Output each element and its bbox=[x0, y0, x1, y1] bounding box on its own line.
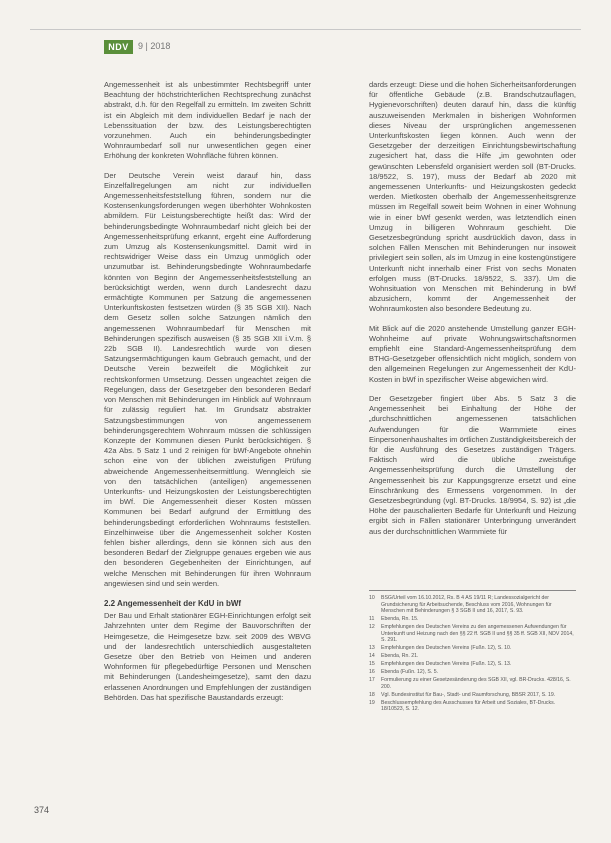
footnote-text: Ebenda, Rn. 21. bbox=[381, 653, 419, 660]
footnote bbox=[369, 653, 576, 660]
footnote-number: 17 bbox=[369, 677, 375, 684]
footnotes bbox=[369, 590, 576, 714]
paragraph: dards erzeugt: Diese und die hohen Sicherheitsanforderungen für öffentliche Gebäude (z.B. Brandschutzauflagen, Hygienevorschriften) deuten darauf hin, dass die künftig auszuweisenden Merkmalen in bisherigen Wohnformen dieses Niveau der ursprünglichen angemessenen Unterkunftskosten liegen können. Auch wenn der Gesetzgeber der derzeitigen Einrichtungsbewirtschaftung zugesichert hat, dass die Hilfe „im gewohnten oder gewünschten Lebensfeld organisiert werden soll (BT-Drucks. 18/9522, S. 197), muss der Bedarf ab 2020 mit angemessenen Unterkunfts- und Heizungskosten gedeckt werden. Mietkosten oberhalb der Angemessenheitsgrenze müssen im Regelfall soweit beim Wohnen in einer Wohnung wie in einer bWf gesenkt werden, was letztendlich einen Umzug in billigeren Wohnraum geschieht. Die Gesetzesbegründung spricht ausdrücklich davon, dass in solchen Fällen Menschen mit Behinderungen nur insoweit privilegiert sein sollen, als im Umzug in eine kostengünstigere Unterkunft nicht innerhalb einer Frist von sechs Monaten erfolgen muss (BT-Drucks. 18/9522, S. 337). Um die Wohnsituation von Menschen mit Behinderung in bWf abzusichern, kommt der Angemessenheit der Wohnraumkosten also besondere Bedeutung zu. bbox=[369, 80, 576, 314]
journal-badge: NDV bbox=[104, 40, 133, 54]
footnote bbox=[369, 692, 576, 699]
footnote-number: 12 bbox=[369, 624, 375, 631]
footnote bbox=[369, 669, 576, 676]
footnote-text: Beschlussempfehlung des Ausschusses für Arbeit und Soziales, BT-Drucks. 18/10523, S. 12. bbox=[381, 699, 556, 713]
paragraph: Der Deutsche Verein weist darauf hin, dass Einzelfallregelungen am nicht zur individuellen Angemessenheitsfeststellung führen, sondern nur die Kostensenkungsforderungen wegen überhöhter Wohnkosten abmildern. Für Leistungsberechtigte heißt das: Wird der behinderungsbedingte Wohnraumbedarf nicht gleich bei der Angemessenheitsprüfung erkannt, ergeht eine Aufforderung zum Umzug als Kostensenkungsmittel. Damit wird in rechtswidriger Weise dass ein Umzug unmöglich oder unzumutbar ist. Behinderungsbedingte Wohnraumbedarfe könnten von Beginn der Angemessenheitsfeststellung an berücksichtigt werden, wenn durch Landesrecht dazu ermächtigte Kommunen per Satzung die angemessenen Unterkunftskosten festsetzen würden (§ 35 SGB XII). Nach dem Gesetz sollen solche Satzungen nämlich den angemessenen Wohnraumbedarf für Menschen mit Behinderungen spezifisch ausweisen (§ 35 SGB XII i.V.m. § 22b SGB II). Landesrechtlich wurde von diesen Satzungsermächtigungen kaum Gebrauch gemacht, und der Deutsche Verein bezweifelt die Möglichkeit zur rechtskonformen Umsetzung. Dessen ungeachtet zeigen die Regelungen, dass der Gesetzgeber den besonderen Bedarf von Menschen mit Behinderungen im Hinblick auf Wohnraum für zulässig reguliert hat. Im Grundsatz abstrakter Satzungsbestimmungen von angemessenem behinderungsgerechtem Wohnraum müssen die schlüssigen Konzepte der Kommunen diesen Punkt berücksichtigen. § 42a Abs. 5 Satz 1 und 2 reinigen für bWf-Angebote ohnehin schon eine von der üblichen zweistufigen Prüfung abweichende Angemessenheitsermittlung. Wenngleich sie von den tatsächlichen (anteiligen) angemessenen Unterkunfts- und Heizungskosten der Leistungsberechtigten im bWf. Die Angemessenheit dieser Kosten müssen Kommunen bei Bedarf aufgrund der Ermittlung des behinderungsbedingt erforderlichen Wohnraums feststellen. Einzelhinweise über die Angemessenheit solcher Kosten fehlen bisher allerdings, denn sie können sich aus den besonderen Bedarf der Zielgruppe genaues ergeben wie aus den besonderen Gegebenheiten der Einrichtungen, auf welche Menschen mit Behinderungen für ihren Wohnraum angewiesen sind und sein werden. bbox=[104, 170, 311, 588]
footnote bbox=[369, 645, 576, 652]
footnote bbox=[369, 624, 576, 644]
footnote-text: BSG/Urteil vom 16.10.2012, Rs. B 4 AS 19/11 R; Landessozialgericht der Grundsicherung für Arbeitsuchende, Beschluss vom 2016, Wohnungen für Menschen mit Behinderungen § 3 SGB II und 16, 2017, S. 93. bbox=[381, 595, 552, 615]
footnote-text: Empfehlungen des Deutschen Vereins (Fußn. 12), S. 10. bbox=[381, 645, 512, 652]
footnote-text: Ebenda, Rn. 15. bbox=[381, 616, 419, 623]
footnote bbox=[369, 616, 576, 623]
paragraph: Angemessenheit ist als unbestimmter Rechtsbegriff unter Beachtung der höchstrichterlichen Rechtsprechung zunächst abstrakt, d.h. für den Regelfall zu ermitteln. Im zweiten Schritt ist ein Abgleich mit dem individuellen Bedarf je nach der Lebenssituation der bzw. des Leistungsberechtigten vorzunehmen. Auch ein behinderungsbedingter Wohnraumbedarf soll nur unwesentlichen gegen einer Erhöhung der konkreten Wohnfläche führen können. bbox=[104, 80, 311, 161]
footnote-text: Empfehlungen des Deutschen Vereins zu den angemessenen Aufwendungen für Unterkunft und Heizung nach den §§ 22 ff. SGB II und §§ 35 ff. SGB XII, NDV 2014, S. 291. bbox=[381, 624, 574, 644]
footnote-text: Ebenda (Fußn. 12), S. 5. bbox=[381, 669, 439, 676]
footnote-text: Empfehlungen des Deutschen Vereins (Fußn. 12), S. 13. bbox=[381, 661, 512, 668]
footnote-number: 11 bbox=[369, 616, 375, 623]
paragraph: Mit Blick auf die 2020 anstehende Umstellung ganzer EGH-Wohnheime auf private Wohnungswirtschaftsnormen empfiehlt eine Standard-Angemessenheitsprüfung dem BTHG-Gesetzgeber offensichtlich nicht möglich, sondern von den allgemeinen Regelungen zur Angemessenheit der KdU-Kosten in bWf in spezifischer Weise abgewichen wird. bbox=[369, 323, 576, 384]
top-rule bbox=[30, 29, 581, 30]
footnote bbox=[369, 700, 576, 713]
left-column bbox=[104, 80, 311, 712]
right-column bbox=[369, 80, 576, 546]
section-heading: 2.2 Angemessenheit der KdU in bWf bbox=[104, 598, 242, 608]
footnote bbox=[369, 595, 576, 615]
paragraph: Der Gesetzgeber fingiert über Abs. 5 Satz 3 die Angemessenheit bei Einhaltung der Höhe der „durchschnittlichen angemessenen tatsächlichen Aufwendungen für die Warmmiete eines Einpersonenhaushaltes im örtlichen Zuständigkeitsbereich der für die Ausführung des Gesetzes zuständigen Trägers. Faktisch wird die übliche zweistufige Angemessenheitsprüfung durch die Umstellung der Angemessenheit bis zur Kappungsgrenze ersetzt und eine Einschränkung des Ermessens vorgenommen. In der Gesetzesbegründung (vgl. BT-Drucks. 18/9954, S. 92) ist „die Höhe der pauschalierten Bedarfe für Unterkunft und Heizung ergibt sich in Fällen stationärer Unterbringung unverändert aus der durchschnittlichen Warmmiete für bbox=[369, 393, 576, 536]
page-number: 374 bbox=[34, 805, 50, 815]
footnote-number: 19 bbox=[369, 699, 375, 706]
footnote-number: 10 bbox=[369, 595, 375, 601]
footnote-number: 15 bbox=[369, 661, 375, 668]
footnote-number: 16 bbox=[369, 669, 375, 676]
footnote-number: 13 bbox=[369, 645, 375, 652]
footnote bbox=[369, 677, 576, 690]
paragraph: Der Bau und Erhalt stationärer EGH-Einrichtungen erfolgt seit Jahrzehnten unter dem Regime der Bauvorschriften der Heimgesetze, die Heimgesetze bzw. seit 2009 des WBVG und der landesrechtlich unterschiedlich ausgestalteten Gesetze über den Betrieb von Heimen und anderen Wohnformen für pflegebedürftige Personen und Menschen mit Behinderungen (Landesheimgesetze), samt den dazu erlassenen Anordnungen und Empfehlungen der zuständigen Behörden. Das hat spezifische Baustandards erzeugt: bbox=[104, 611, 311, 702]
footnote-text: Vgl. Bundesinstitut für Bau-, Stadt- und Raumforschung, BBSR 2017, S. 19. bbox=[381, 691, 556, 698]
issue-label: 9 | 2018 bbox=[138, 41, 171, 51]
footnote-text: Formulierung zu einer Gesetzesänderung des SGB XII, vgl. BR-Drucks. 428/16, S. 200. bbox=[381, 677, 571, 690]
footnote-number: 14 bbox=[369, 653, 375, 660]
footnote bbox=[369, 661, 576, 668]
footnote-number: 18 bbox=[369, 691, 375, 698]
